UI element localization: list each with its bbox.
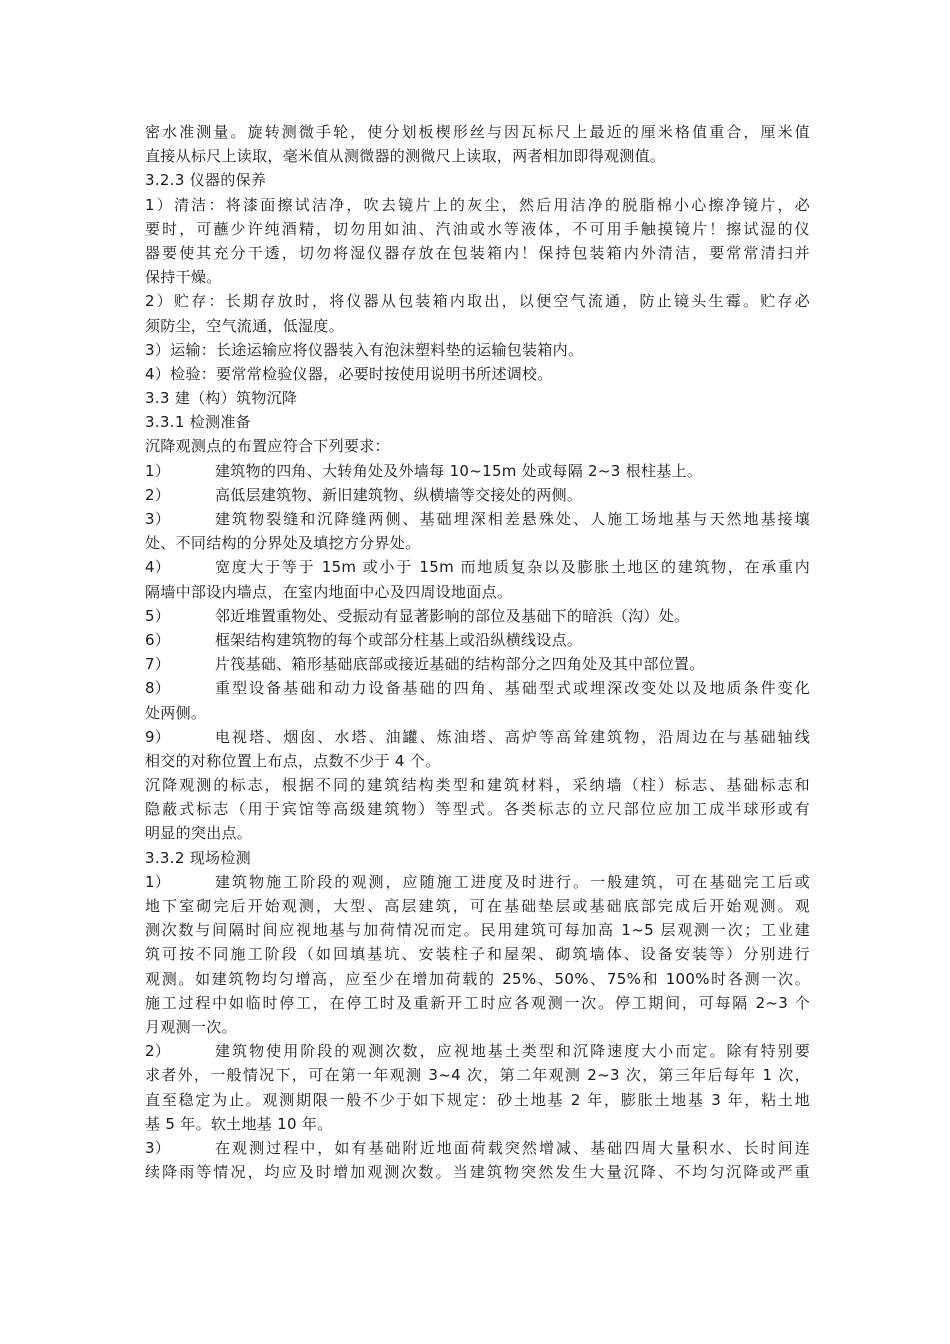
list-number: 7）: [145, 655, 171, 674]
text-line: [145, 338, 810, 362]
line-text: 明显的突出点。: [145, 824, 253, 843]
text-line: [145, 773, 810, 797]
line-text: 隐蔽式标志（用于宾馆等高级建筑物）等型式。各类标志的立尺部位应加工成半球形或有: [145, 800, 810, 819]
line-text: 相交的对称位置上布点，点数不少于 4 个。: [145, 751, 441, 770]
line-text: 地下室砌完后开始观测，大型、高层建筑，可在基础垫层或基础底部完成后开始观测。观: [145, 897, 810, 915]
text-line: [145, 168, 810, 192]
list-number: 3）: [145, 510, 171, 528]
text-line: [145, 265, 810, 289]
text-line: [145, 749, 810, 773]
line-text: 建筑物裂缝和沉降缝两侧、基础埋深相差悬殊处、人施工场地基与天然地基接壤: [215, 510, 810, 528]
line-text: 电视塔、烟囱、水塔、油罐、炼油塔、高炉等高耸建筑物，沿周边在与基础轴线: [215, 727, 810, 746]
text-line: [145, 531, 810, 555]
text-line: [145, 120, 810, 144]
list-number: 3）: [145, 1138, 171, 1157]
text-line: [145, 701, 810, 725]
list-item-line: [145, 604, 810, 628]
list-item-line: [145, 1039, 810, 1063]
line-text: 重型设备基础和动力设备基础的四角、基础型式或埋深改变处以及地质条件变化: [215, 679, 810, 698]
line-text: 保持干燥。: [145, 268, 222, 287]
text-line: [145, 193, 810, 217]
line-text: 在观测过程中，如有基础附近地面荷载突然增减、基础四周大量积水、长时间连: [215, 1138, 810, 1157]
line-text: 框架结构建筑物的每个或部分柱基上或沿纵横线设点。: [215, 630, 583, 649]
text-line: [145, 894, 810, 918]
line-text: 建筑物施工阶段的观测，应随施工进度及时进行。一般建筑，可在基础完工后或: [215, 872, 810, 891]
text-line: [145, 991, 810, 1015]
line-text: 2）贮存：长期存放时，将仪器从包装箱内取出，以便空气流通，防止镜头生霉。贮存必: [145, 292, 810, 311]
line-text: 基 5 年。软土地基 10 年。: [145, 1114, 333, 1133]
list-number: 2）: [145, 485, 171, 504]
line-text: 直接从标尺上读取，毫米值从测微器的测微尺上读取，两者相加即得观测值。: [145, 147, 666, 166]
text-line: [145, 580, 810, 604]
text-line: [145, 314, 810, 338]
text-line: [145, 846, 810, 870]
list-item-line: [145, 1136, 810, 1160]
text-line: [145, 797, 810, 821]
line-text: 器要使其充分干透，切勿将湿仪器存放在包装箱内！保持包装箱内外清洁，要常常清扫并: [145, 243, 810, 262]
text-line: [145, 1160, 810, 1184]
line-text: 处两侧。: [145, 703, 207, 722]
list-number: 1）: [145, 872, 171, 891]
text-line: [145, 1015, 810, 1039]
line-text: 高低层建筑物、新旧建筑物、纵横墙等交接处的两侧。: [215, 485, 583, 504]
line-text: 建筑物使用阶段的观测次数，应视地基土类型和沉降速度大小而定。除有特别要: [215, 1042, 810, 1061]
list-number: 2）: [145, 1042, 171, 1061]
list-number: 5）: [145, 606, 171, 625]
line-text: 密水准测量。旋转测微手轮，使分划板楔形丝与因瓦标尺上最近的厘米格值重合，厘米值: [145, 123, 810, 141]
line-text: 邻近堆置重物处、受振动有显著影响的部位及基础下的暗浜（沟）处。: [215, 606, 690, 625]
text-line: [145, 1063, 810, 1087]
text-line: [145, 434, 810, 458]
line-text: 要时，可蘸少许纯酒精，切勿用如油、汽油或水等液体，不可用手触摸镜片！擦试湿的仪: [145, 219, 810, 238]
text-line: [145, 289, 810, 313]
list-number: 8）: [145, 679, 171, 698]
line-text: 3.2.3 仪器的保养: [145, 171, 267, 190]
text-line: [145, 144, 810, 168]
text-line: [145, 967, 810, 991]
text-line: [145, 1112, 810, 1136]
text-line: [145, 386, 810, 410]
text-line: [145, 241, 810, 265]
list-item-line: [145, 507, 810, 531]
line-text: 测次数与间隔时间应视地基与加荷情况而定。民用建筑可每加高 1~5 层观测一次；工业建: [145, 921, 810, 940]
line-text: 求者外，一般情况下，可在第一年观测 3~4 次，第二年观测 2~3 次，第三年后每年 1 次，: [145, 1066, 810, 1085]
line-text: 片筏基础、箱形基础底部或接近基础的结构部分之四角处及其中部位置。: [215, 655, 705, 674]
list-number: 6）: [145, 630, 171, 649]
text-line: [145, 942, 810, 966]
text-line: [145, 217, 810, 241]
list-number: 1）: [145, 461, 171, 480]
line-text: 须防尘，空气流通，低湿度。: [145, 316, 344, 335]
line-text: 沉降观测点的布置应符合下列要求：: [145, 437, 390, 456]
line-text: 施工过程中如临时停工，在停工时及重新开工时应各观测一次。停工期间，可每隔 2~3 个: [145, 993, 810, 1012]
list-item-line: [145, 555, 810, 579]
line-text: 观测。如建筑物均匀增高，应至少在增加荷载的 25%、50%、75%和 100%时各测一次。: [145, 969, 810, 988]
line-text: 直至稳定为止。观测期限一般不少于如下规定：砂土地基 2 年，膨胀土地基 3 年，粘土地: [145, 1090, 810, 1109]
line-text: 月观测一次。: [145, 1017, 237, 1036]
list-item-line: [145, 628, 810, 652]
text-line: [145, 1088, 810, 1112]
list-item-line: [145, 725, 810, 749]
text-line: [145, 362, 810, 386]
list-item-line: [145, 870, 810, 894]
text-line: [145, 918, 810, 942]
line-text: 建筑物的四角、大转角处及外墙每 10~15m 处或每隔 2~3 根柱基上。: [215, 461, 703, 480]
line-text: 续降雨等情况，均应及时增加观测次数。当建筑物突然发生大量沉降、不均匀沉降或严重: [145, 1163, 810, 1182]
line-text: 3.3.2 现场检测: [145, 848, 251, 867]
line-text: 4）检验：要常常检验仪器，必要时按使用说明书所述调校。: [145, 364, 553, 383]
line-text: 3.3.1 检测准备: [145, 413, 251, 432]
line-text: 筑可按不同施工阶段（如回填基坑、安装柱子和屋架、砌筑墙体、设备安装等）分别进行: [145, 945, 810, 964]
list-item-line: [145, 459, 810, 483]
list-item-line: [145, 483, 810, 507]
line-text: 1）清洁：将漆面擦试洁净，吹去镜片上的灰尘，然后用洁净的脱脂棉小心擦净镜片，必: [145, 195, 810, 214]
list-item-line: [145, 652, 810, 676]
document-page: [145, 120, 810, 1184]
list-item-line: [145, 676, 810, 700]
line-text: 隔墙中部设内墙点，在室内地面中心及四周设地面点。: [145, 582, 513, 601]
line-text: 沉降观测的标志，根据不同的建筑结构类型和建筑材料，采纳墙（柱）标志、基础标志和: [145, 776, 810, 795]
list-number: 4）: [145, 558, 171, 577]
line-text: 3.3 建（构）筑物沉降: [145, 389, 298, 408]
line-text: 处、不同结构的分界处及填挖方分界处。: [145, 534, 421, 553]
text-line: [145, 821, 810, 845]
list-number: 9）: [145, 727, 171, 746]
line-text: 3）运输：长途运输应将仪器装入有泡沫塑料垫的运输包装箱内。: [145, 340, 584, 359]
text-line: [145, 410, 810, 434]
line-text: 宽度大于等于 15m 或小于 15m 而地质复杂以及膨胀土地区的建筑物，在承重内: [215, 558, 810, 577]
